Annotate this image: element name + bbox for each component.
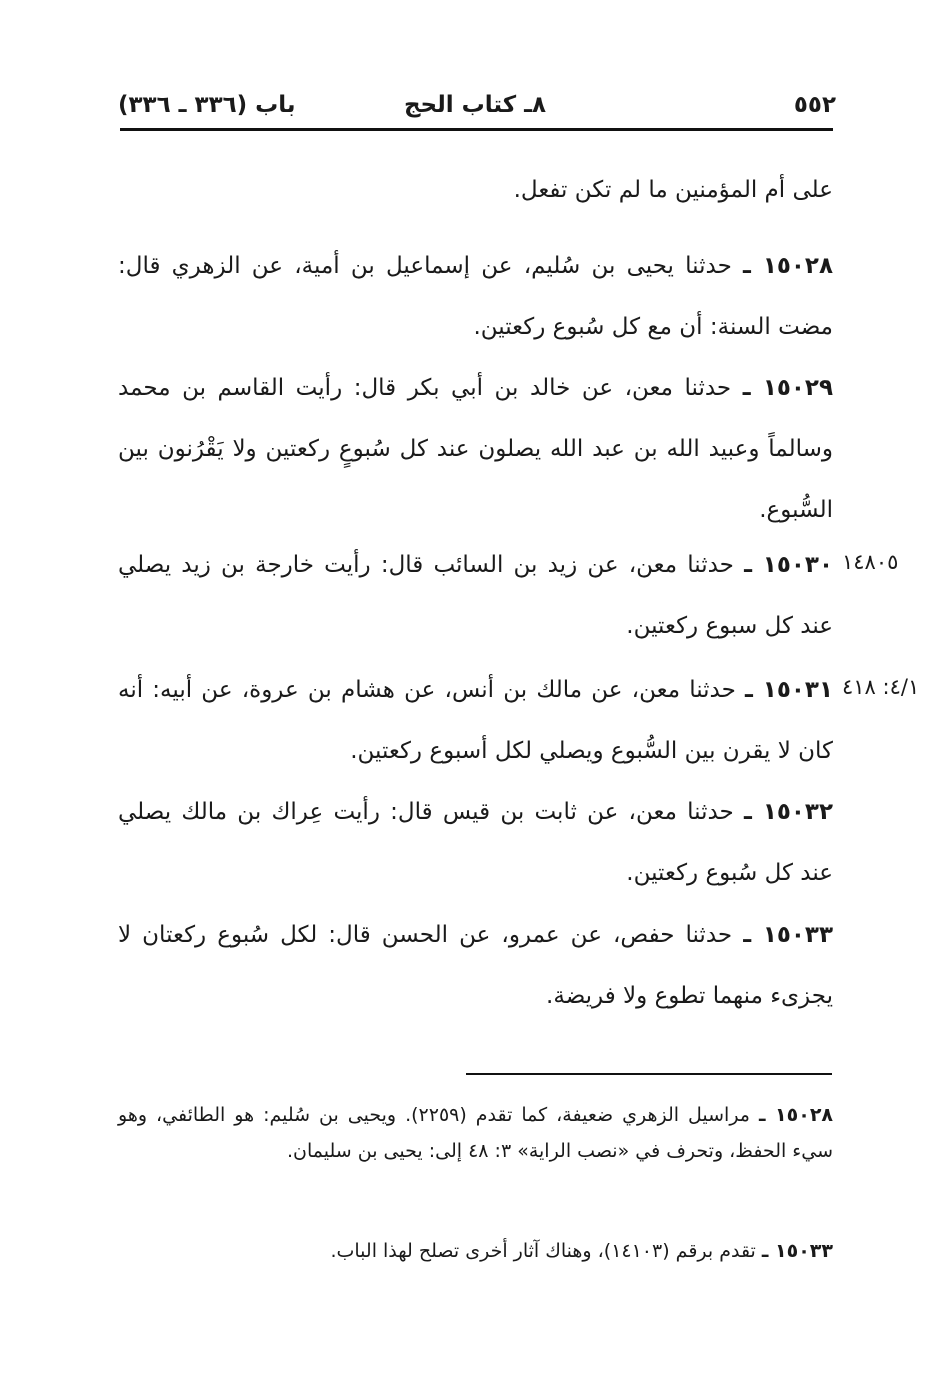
paragraph xyxy=(118,160,833,221)
footnote-text: مراسيل الزهري ضعيفة، كما تقدم (٢٢٥٩). ويحيى بن سُليم: هو الطائفي، وهو سيء الحفظ، وتحرف في «نصب الراية» ٣: ٤٨ إلى: يحيى بن سليمان. xyxy=(118,1104,833,1162)
hadith-number: ١٥٠٢٩ ـ xyxy=(742,375,834,401)
hadith-15032 xyxy=(118,782,833,904)
hadith-15028 xyxy=(118,236,833,358)
footnote-number: ١٥٠٢٨ ـ xyxy=(758,1104,834,1126)
book-title: ٨ـ كتاب الحج xyxy=(403,92,547,118)
hadith-number: ١٥٠٣٣ ـ xyxy=(743,922,834,948)
hadith-15031 xyxy=(118,660,833,782)
paragraph-text: على أم المؤمنين ما لم تكن تفعل. xyxy=(513,177,833,203)
footnote-15028 xyxy=(118,1097,833,1169)
footnote-number: ١٥٠٣٣ ـ xyxy=(761,1240,833,1262)
chapter-range: باب (٣٣٦ ـ ٣٣٦) xyxy=(118,92,296,118)
page-number: ٥٥٢ xyxy=(793,92,836,118)
hadith-text: حدثنا معن، عن خالد بن أبي بكر قال: رأيت القاسم بن محمد وسالماً وعبيد الله بن عبد الله يصلون عند كل سُبوعٍ ركعتين ولا يَقْرُنون بين السُّبوع. xyxy=(118,375,833,523)
margin-reference: ١٤٨٠٥ xyxy=(842,550,899,574)
hadith-number: ١٥٠٢٨ ـ xyxy=(743,253,834,279)
hadith-text: حدثنا معن، عن مالك بن أنس، عن هشام بن عروة، عن أبيه: أنه كان لا يقرن بين السُّبوع ويصلي لكل أسبوع ركعتين. xyxy=(118,677,833,764)
footnote-rule xyxy=(466,1073,832,1075)
hadith-text: حدثنا معن، عن ثابت بن قيس قال: رأيت عِراك بن مالك يصلي عند كل سُبوع ركعتين. xyxy=(118,799,833,886)
header-rule xyxy=(120,128,833,131)
margin-reference: ٤/١: ٤١٨ xyxy=(842,675,920,699)
footnote-text: تقدم برقم (١٤١٠٣)، وهناك آثار أخرى تصلح لهذا الباب. xyxy=(330,1240,756,1262)
hadith-number: ١٥٠٣٢ ـ xyxy=(744,799,834,825)
hadith-15030 xyxy=(118,535,833,657)
footnote-15033 xyxy=(118,1233,833,1269)
hadith-number: ١٥٠٣٠ ـ xyxy=(744,552,833,578)
hadith-15033 xyxy=(118,905,833,1027)
hadith-text: حدثنا يحيى بن سُليم، عن إسماعيل بن أمية، عن الزهري قال: مضت السنة: أن مع كل سُبوع ركعتين. xyxy=(118,253,833,340)
hadith-number: ١٥٠٣١ ـ xyxy=(745,677,833,703)
hadith-text: حدثنا معن، عن زيد بن السائب قال: رأيت خارجة بن زيد يصلي عند كل سبوع ركعتين. xyxy=(118,552,833,639)
hadith-15029 xyxy=(118,358,833,541)
hadith-text: حدثنا حفص، عن عمرو، عن الحسن قال: لكل سُبوع ركعتان لا يجزىء منهما تطوع ولا فريضة. xyxy=(118,922,833,1009)
